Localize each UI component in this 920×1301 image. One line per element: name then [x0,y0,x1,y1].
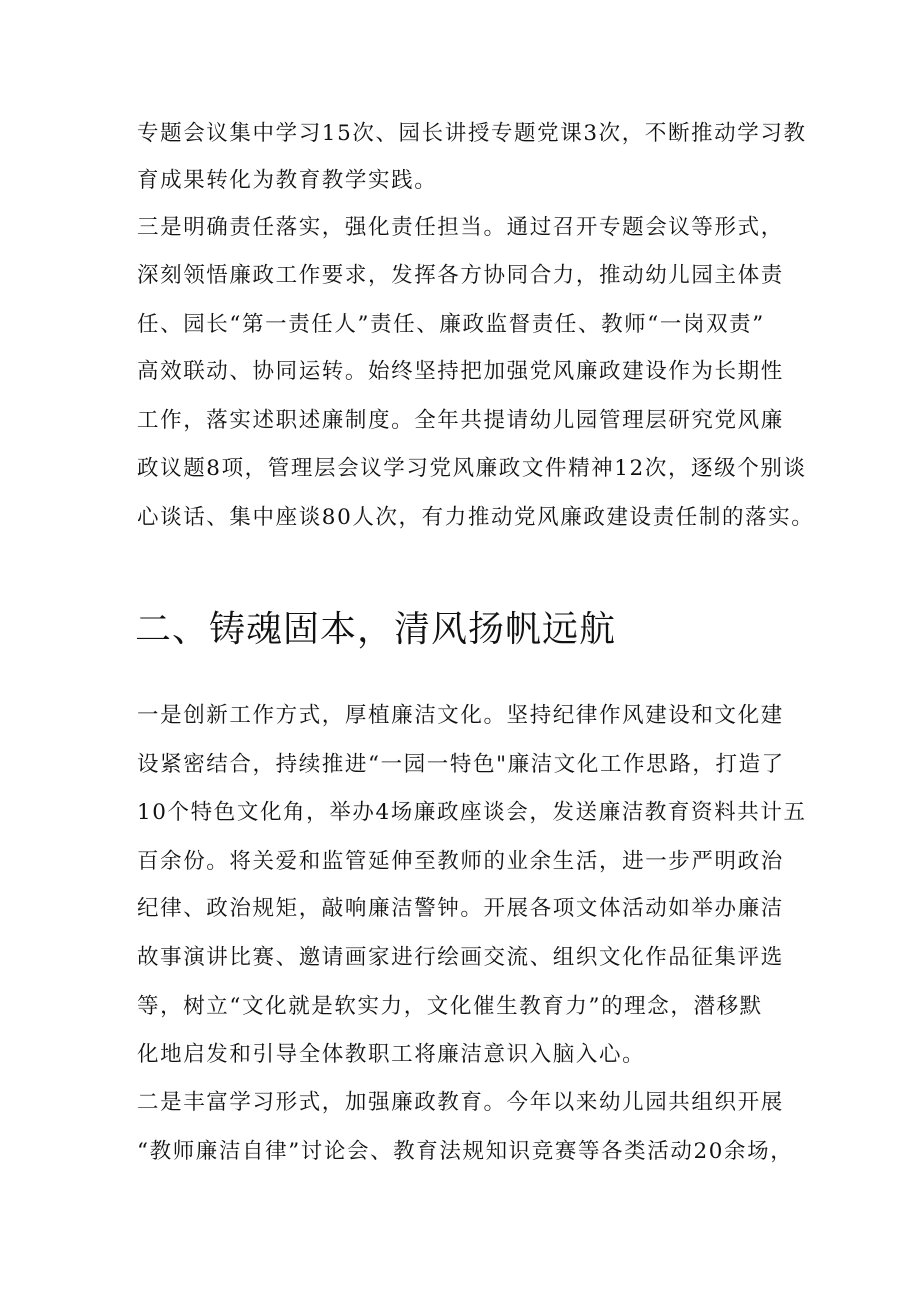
paragraph-line: 设紧密结合，持续推进“一园一特色"廉洁文化工作思路，打造了 [137,752,785,777]
paragraph-line: 政议题8项，管理层会议学习党风廉政文件精神12次，逐级个别谈 [137,456,807,481]
paragraph-line: 专题会议集中学习15次、园长讲授专题党课3次，不断推动学习教 [137,121,807,146]
paragraph-line: 高效联动、协同运转。始终坚持把加强党风廉政建设作为长期性 [137,359,784,384]
paragraph-line: 育成果转化为教育教学实践。 [137,168,438,193]
paragraph-line: 等，树立“文化就是软实力，文化催生教育力”的理念，潜移默 [137,994,763,1019]
paragraph-line: 心谈话、集中座谈80人次，有力推动党风廉政建设责任制的落实。 [137,505,815,530]
paragraph-line: 工作，落实述职述廉制度。全年共提请幼儿园管理层研究党风廉 [137,408,784,433]
paragraph-line: “教师廉洁自律”讨论会、教育法规知识竞赛等各类活动20余场， [137,1139,794,1164]
paragraph-line: 一是创新工作方式，厚植廉洁文化。坚持纪律作风建设和文化建 [137,703,784,728]
paragraph-line: 深刻领悟廉政工作要求，发挥各方协同合力，推动幼儿园主体责 [137,263,784,288]
paragraph-line: 10个特色文化角，举办4场廉政座谈会，发送廉洁教育资料共计五 [137,800,807,825]
paragraph-line: 纪律、政治规矩，敲响廉洁警钟。开展各项文体活动如举办廉洁 [137,896,784,921]
paragraph-line: 化地启发和引导全体教职工将廉洁意识入脑入心。 [137,1042,646,1067]
paragraph-line: 百余份。将关爱和监管延伸至教师的业余生活，进一步严明政治 [137,849,784,874]
paragraph-line: 故事演讲比赛、邀请画家进行绘画交流、组织文化作品征集评选 [137,945,784,970]
section-heading: 二、铸魂固本，清风扬帆远航 [135,609,617,650]
paragraph-line: 三是明确责任落实，强化责任担当。通过召开专题会议等形式， [137,215,784,240]
paragraph-line: 二是丰富学习形式，加强廉政教育。今年以来幼儿园共组织开展 [137,1090,784,1115]
paragraph-line: 任、园长“第一责任人”责任、廉政监督责任、教师“一岗双责” [137,312,765,337]
